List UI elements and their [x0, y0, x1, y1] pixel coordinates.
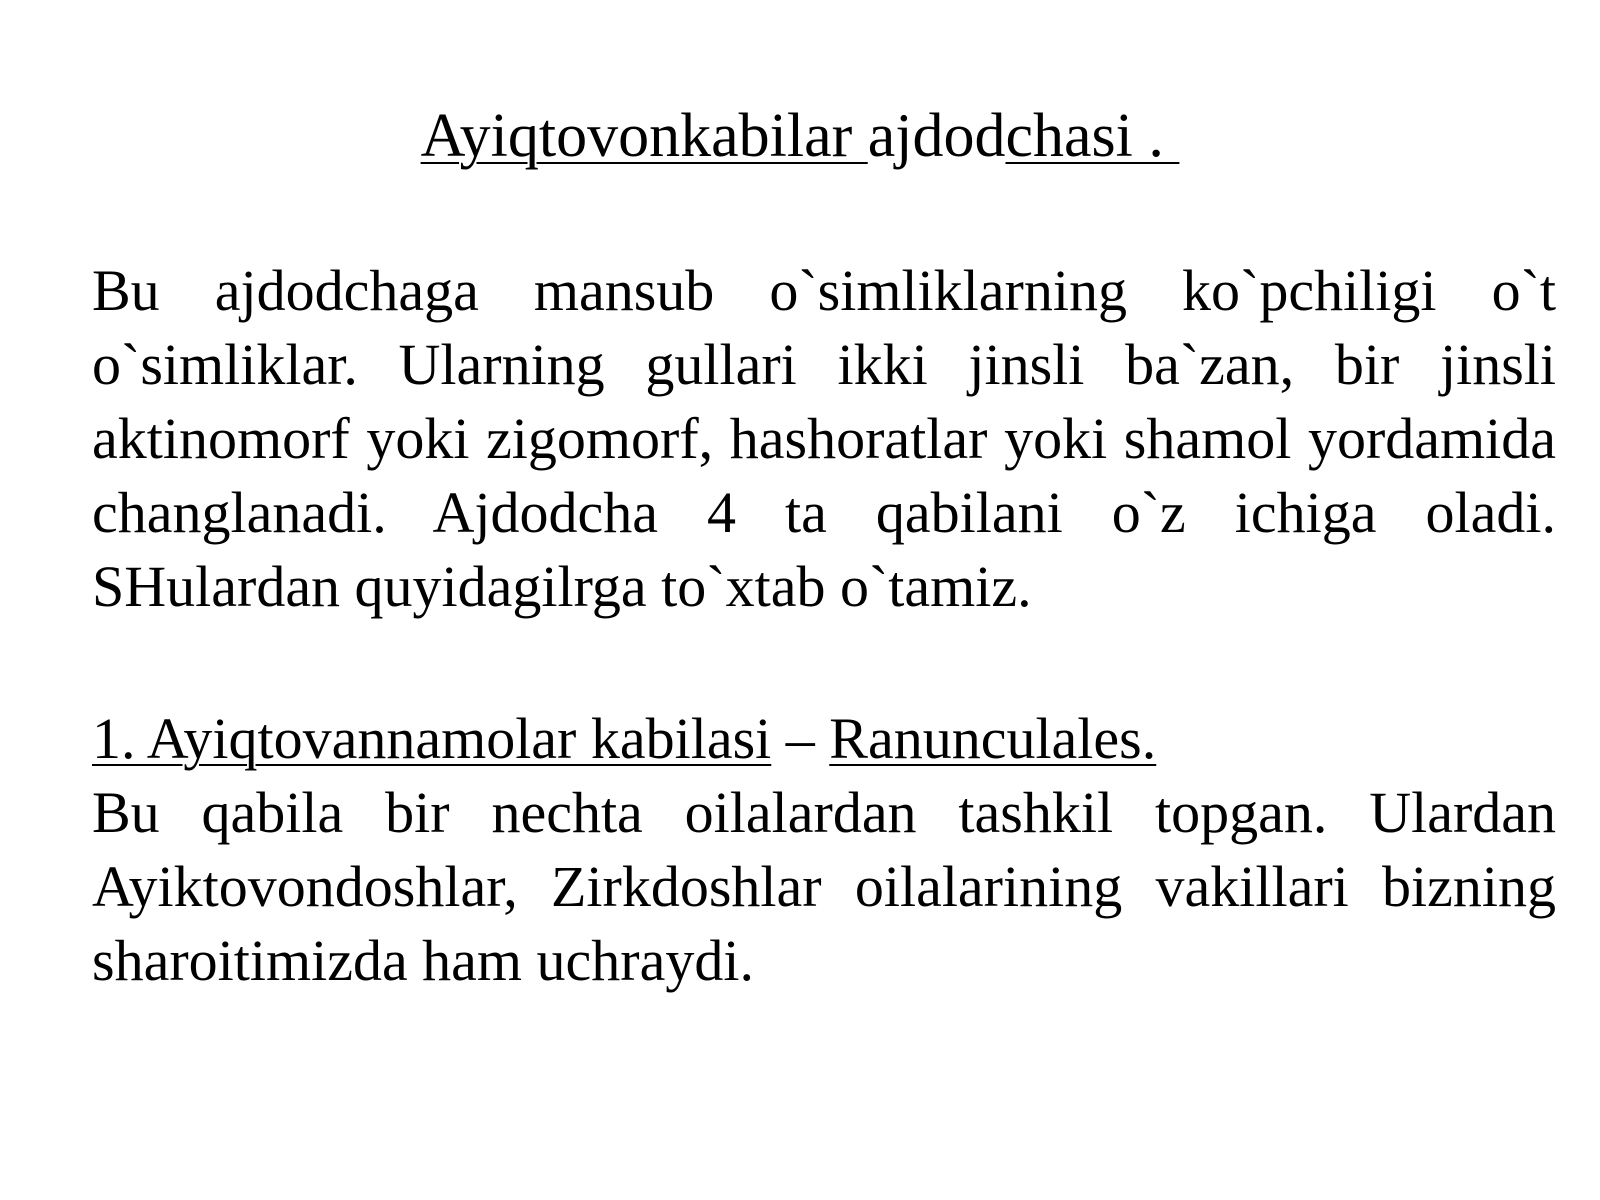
slide-title	[0, 98, 1600, 174]
section-heading-title: 1. Ayiqtovannamolar kabilasi	[92, 706, 772, 771]
section-heading-latin-name: Ranunculales.	[829, 706, 1157, 771]
title-plain-part: ajdod	[867, 102, 1006, 170]
title-underlined-part-1: Ayiqtovonkabilar	[420, 102, 868, 170]
section-heading	[92, 702, 1556, 776]
intro-paragraph: Bu ajdodchaga mansub o`simliklarning ko`pchiligi o`t o`simliklar. Ularning gullari ikki jinsli ba`zan, bir jinsli aktinomorf yoki zigomorf, hashoratlar yoki shamol yordamida changlanadi. Ajdodcha 4 ta qabilani o`z ichiga oladi. SHulardan quyidagilrga to`xtab o`tamiz.	[92, 258, 1556, 619]
title-underlined-part-2: chasi .	[1005, 102, 1180, 170]
section-heading-dash: –	[771, 706, 830, 771]
section-paragraph: Bu qabila bir nechta oilalardan tashkil topgan. Ulardan Ayiktovondoshlar, Zirkdoshlar oilalarining vakillari bizning sharoitimizda ham uchraydi.	[92, 780, 1556, 993]
